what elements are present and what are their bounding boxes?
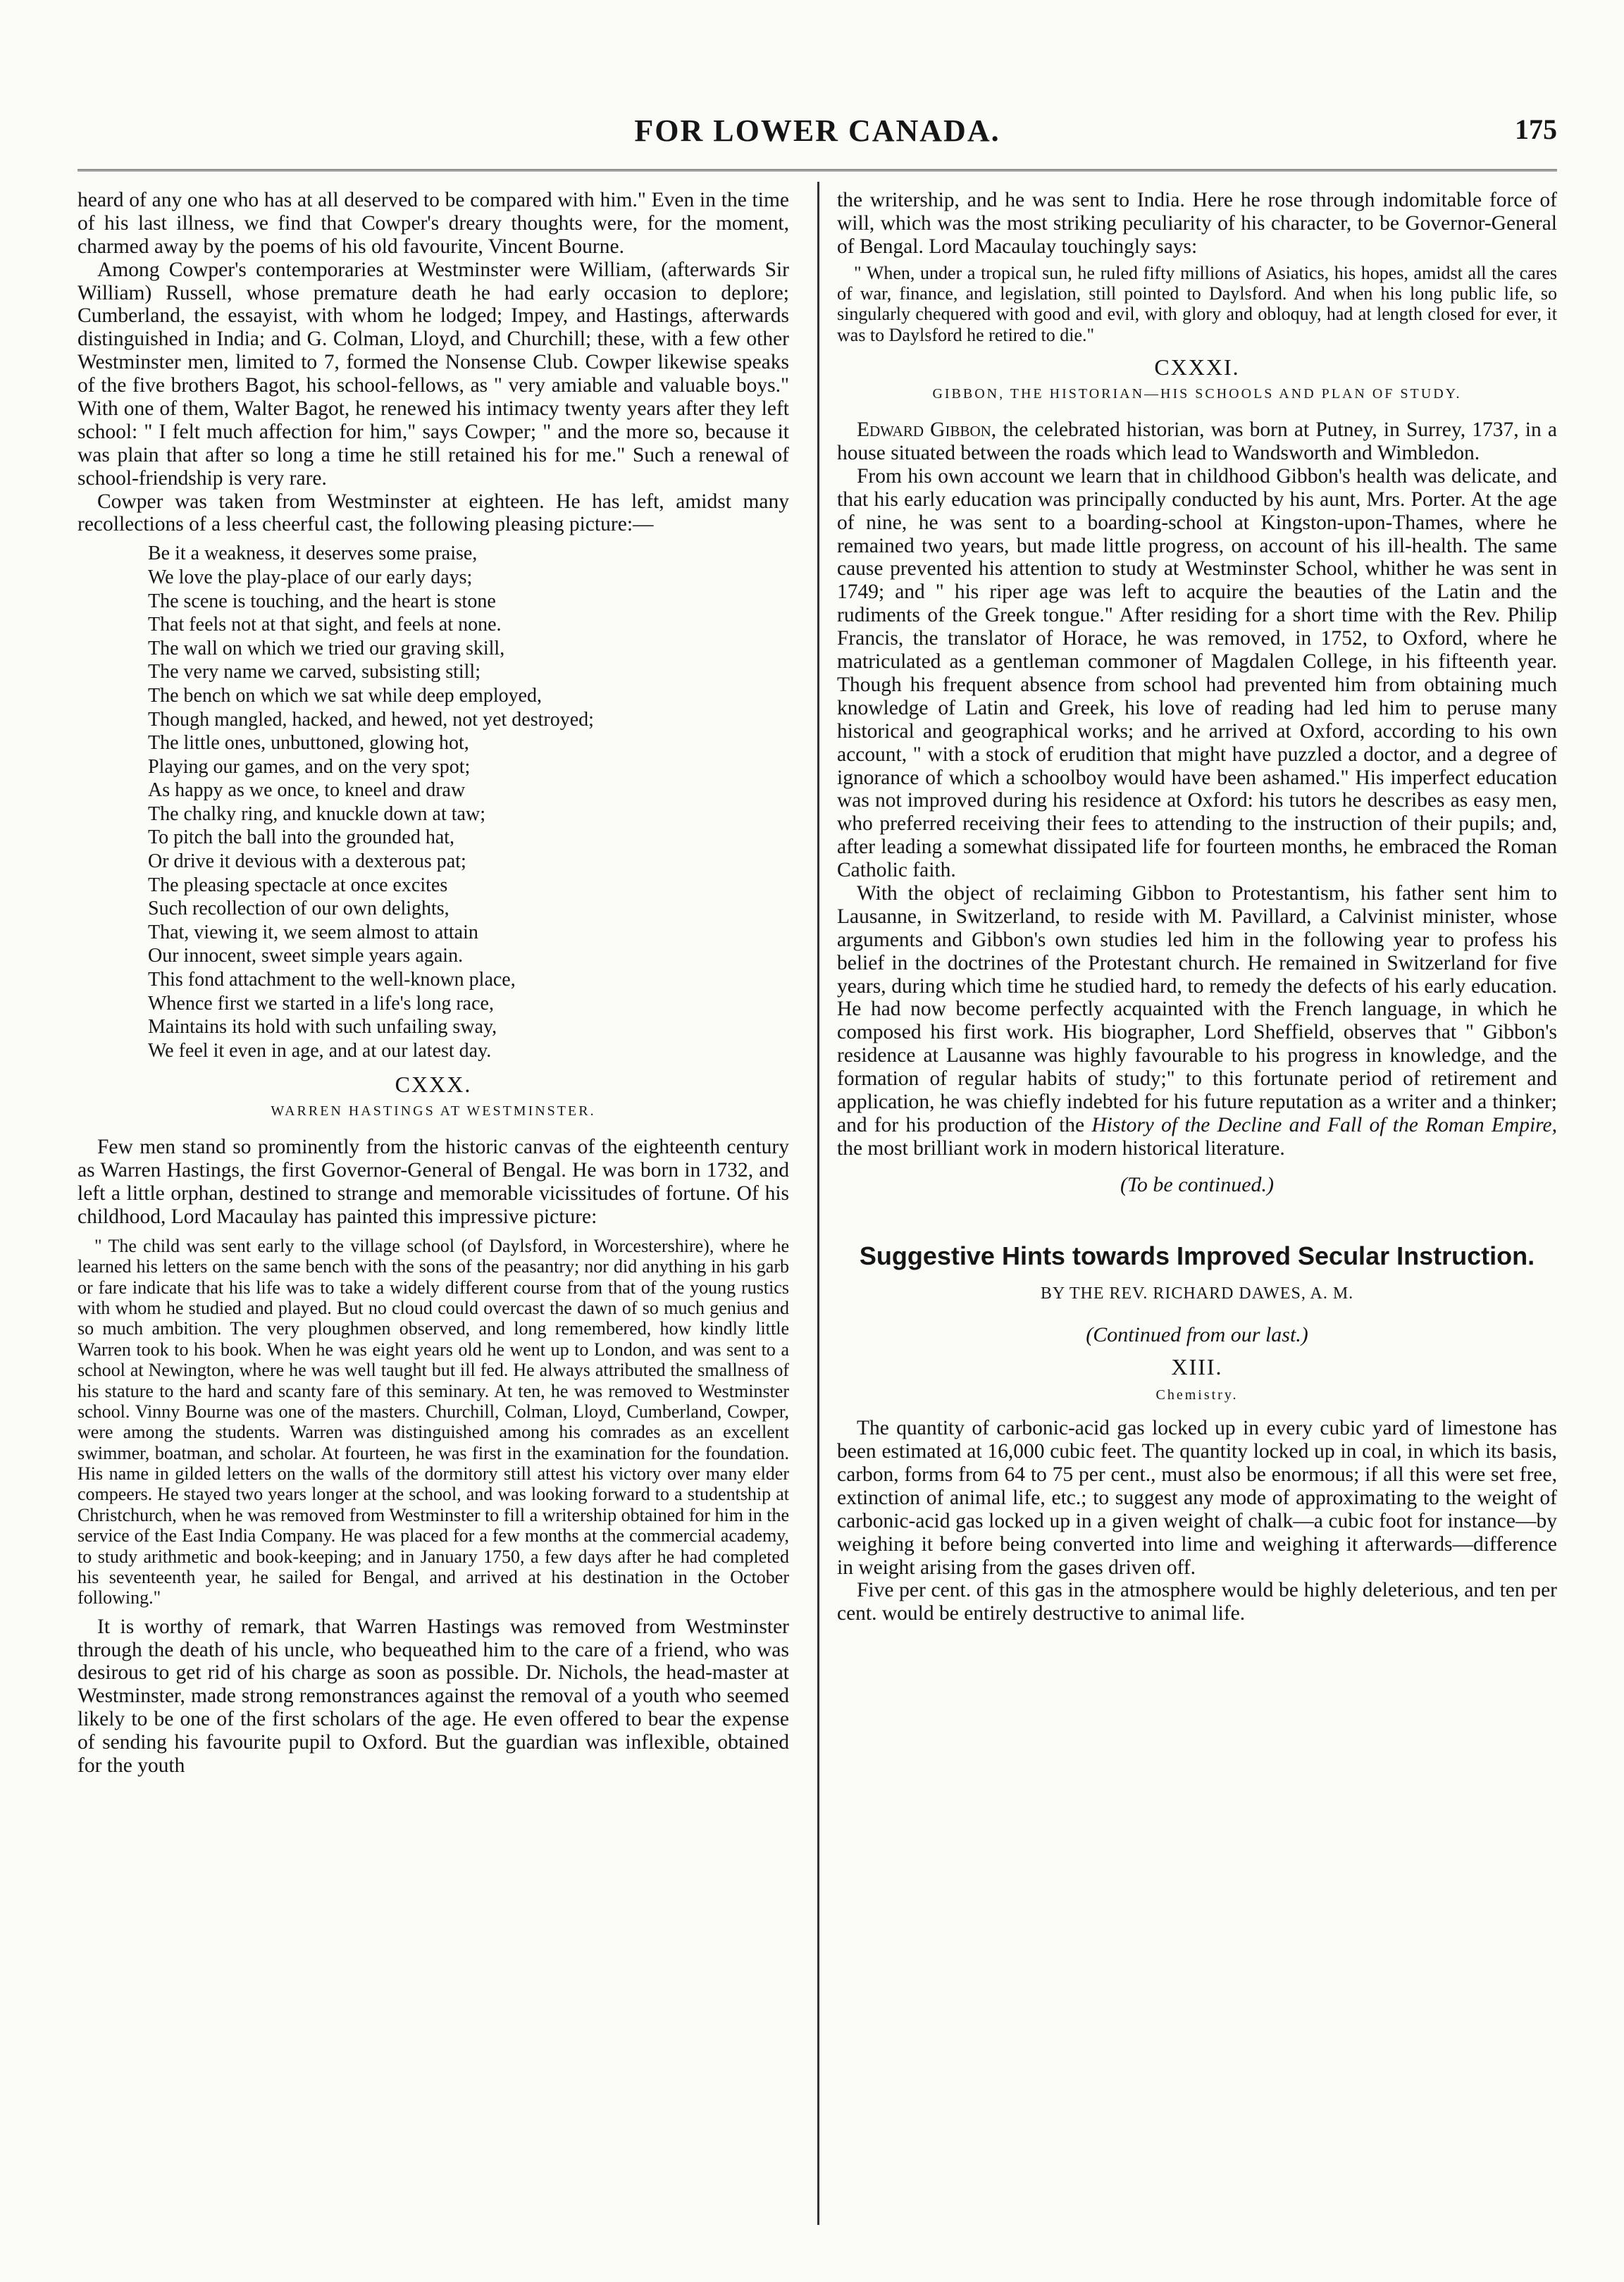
poem-line: The scene is touching, and the heart is stone (148, 590, 496, 612)
paragraph (837, 882, 1557, 1160)
poem-line: We love the play-place of our early days; (148, 566, 473, 588)
paragraph: The quantity of carbonic-acid gas locked up in every cubic yard of limestone has been estimated at 16,000 cubic feet. The quantity locked up in coal, in which its basis, carbon, forms from 64 to 75 per cent., must also be enormous; if all this were set free, extinction of animal life, etc.; to suggest any mode of approximating to the weight of carbonic-acid gas locked up in a given weight of chalk—a cubic foot for instance—by weighing it before being converted into lime and weighing it afterwards—difference in weight arising from the gases driven off. (837, 1417, 1557, 1579)
poem-line: Maintains its hold with such unfailing sway, (148, 1016, 497, 1038)
page-number: 175 (1515, 113, 1557, 145)
poem-line: The little ones, unbuttoned, glowing hot, (148, 732, 469, 755)
paragraph: Five per cent. of this gas in the atmosphere would be highly deleterious, and ten per cent. would be entirely destructive to animal life. (837, 1579, 1557, 1625)
book-title: History of the Decline and Fall of the Roman Empire, (1091, 1113, 1558, 1136)
section-title: GIBBON, THE HISTORIAN—HIS SCHOOLS AND PLAN OF STUDY. (932, 385, 1462, 402)
poem-line: The pleasing spectacle at once excites (148, 874, 448, 896)
column-divider (817, 182, 819, 2225)
poem-line: Or drive it devious with a dexterous pat; (148, 850, 466, 873)
poem-line: We feel it even in age, and at our latest day. (148, 1039, 492, 1062)
block-quote: " When, under a tropical sun, he ruled fifty millions of Asiatics, his hopes, amidst all the cares of war, finance, and legislation, still pointed to Daylsford. And when his long public life, so singularly chequered with good and evil, with glory and obloquy, had at length closed for ever, it was to Daylsford he retired to die." (837, 262, 1557, 345)
right-column (837, 189, 1557, 1625)
poem-line: As happy as we once, to kneel and draw (148, 779, 466, 802)
poem-line: This fond attachment to the well-known place, (148, 969, 516, 991)
poem-line: Though mangled, hacked, and hewed, not yet destroyed; (148, 708, 594, 731)
section-number: XIII. (1171, 1354, 1223, 1380)
poem-line: To pitch the ball into the grounded hat, (148, 826, 455, 849)
lead-name: Edward Gibbon, (857, 418, 997, 442)
continued-from: (Continued from our last.) (1086, 1322, 1308, 1346)
poem (148, 542, 789, 1062)
section-number: CXXXI. (1154, 354, 1240, 380)
section-number: CXXX. (395, 1072, 472, 1098)
poem-line: That feels not at that sight, and feels at none. (148, 614, 502, 636)
poem-line: The very name we carved, subsisting still; (148, 661, 481, 683)
paragraph: It is worthy of remark, that Warren Hastings was removed from Westminster through the death of his uncle, who bequeathed him to the care of a friend, who was desirous to get rid of his charge as soon as possible. Dr. Nichols, the head-master at Westminster, made strong remonstrances against the removal of a youth who seemed likely to be one of the first scholars of the age. He even offered to bear the expense of sending his favourite pupil to Oxford. But the guardian was inflexible, obtained for the youth (78, 1615, 789, 1778)
paragraph: heard of any one who has at all deserved to be compared with him." Even in the time of his last illness, we find that Cowper's dreary thoughts were, for the moment, charmed away by the poems of his old favourite, Vincent Bourne. (78, 189, 789, 258)
to-be-continued: (To be continued.) (1120, 1172, 1275, 1196)
left-column (78, 189, 789, 1778)
poem-line: Be it a weakness, it deserves some praise, (148, 542, 478, 565)
paragraph-text: the celebrated historian, was born at Putney, in Surrey, 1737, in a house situated between the roads which lead to Wandsworth and Wimbledon. (837, 418, 1557, 465)
paragraph (837, 418, 1557, 465)
section-title: WARREN HASTINGS AT WESTMINSTER. (271, 1103, 596, 1120)
poem-line: That, viewing it, we seem almost to attain (148, 921, 478, 943)
running-title: FOR LOWER CANADA. (634, 113, 1000, 148)
byline: BY THE REV. RICHARD DAWES, A. M. (1040, 1284, 1354, 1303)
paragraph-text: With the object of reclaiming Gibbon to Protestantism, his father sent him to Lausanne, in Switzerland, to reside with M. Pavillard, a Calvinist minister, whose arguments and Gibbon's own studies led him in the following year to profess his belief in the doctrines of the Protestant church. He remained in Switzerland for five years, during which time he studied hard, to remedy the defects of his early education. He had now become perfectly acquainted with the French language, in which he composed his first work. His biographer, Lord Sheffield, observes that " Gibbon's residence at Lausanne was highly favourable to his progress in knowledge, and the formation of regular habits of study;" to this fortunate period of retirement and application, he was chiefly indebted for his future reputation as a writer and a thinker; and for his production of the (837, 881, 1557, 1136)
paragraph: Few men stand so prominently from the historic canvas of the eighteenth century as Warren Hastings, the first Governor-General of Bengal. He was born in 1732, and left a little orphan, destined to strange and memorable vicissitudes of fortune. Of his childhood, Lord Macaulay has painted this impressive picture: (78, 1136, 789, 1229)
article-title: Suggestive Hints towards Improved Secular Instruction. (859, 1241, 1535, 1271)
paragraph: Cowper was taken from Westminster at eighteen. He has left, amidst many recollections of a less cheerful cast, the following pleasing picture:— (78, 490, 789, 536)
poem-line: Our innocent, sweet simple years again. (148, 945, 464, 967)
paragraph: the writership, and he was sent to India. Here he rose through indomitable force of will, which was the most striking peculiarity of his character, to be Governor-General of Bengal. Lord Macaulay touchingly says: (837, 189, 1557, 258)
poem-line: Such recollection of our own delights, (148, 898, 450, 920)
poem-line: The bench on which we sat while deep employed, (148, 684, 543, 707)
poem-line: The wall on which we tried our graving skill, (148, 637, 505, 659)
poem-line: Whence first we started in a life's long race, (148, 992, 494, 1015)
poem-line: Playing our games, and on the very spot; (148, 755, 471, 778)
paragraph: Among Cowper's contemporaries at Westminster were William, (afterwards Sir William) Russell, whose premature death he had early occasion to deplore; Cumberland, the essayist, with whom he lodged; Impey, and Hastings, afterwards distinguished in India; and G. Colman, Lloyd, and Churchill; these, with a few other Westminster men, limited to 7, formed the Nonsense Club. Cowper likewise speaks of the five brothers Bagot, his school-fellows, as " very amiable and valuable boys." With one of them, Walter Bagot, he renewed his intimacy twenty years after they left school: " I felt much affection for him," says Cowper; " and the more so, because it was plain that after so long a time he still retained his for me." Such a renewal of school-friendship is very rare. (78, 258, 789, 490)
paragraph-text: the most brilliant work in modern historical literature. (837, 1136, 1285, 1160)
page-header (78, 113, 1557, 162)
paragraph: From his own account we learn that in childhood Gibbon's health was delicate, and that his early education was principally conducted by his aunt, Mrs. Porter. At the age of nine, he was sent to a boarding-school at Kingston-upon-Thames, where he remained two years, but made little progress, on account of his ill-health. The same cause prevented his attention to study at Westminster School, whither he was sent in 1749; and " his riper age was left to acquire the beauties of the Latin and the rudiments of the Greek tongue." After residing for a short time with the Rev. Philip Francis, the translator of Horace, he was removed, in 1752, to Oxford, where he matriculated as a gentleman commoner of Magdalen College, in his fifteenth year. Though his frequent absence from school had prevented him from obtaining much knowledge of Latin and Greek, his love of reading had led him to peruse many historical and geographical works; and he arrived at Oxford, according to his own account, " with a stock of erudition that might have puzzled a doctor, and a degree of ignorance of which a schoolboy would have been ashamed." His imperfect education was not improved during his residence at Oxford: his tutors he describes as easy men, who preferred receiving their fees to attending to the instruction of their pupils; and, after leading a somewhat dissipated life for fourteen months, he embraced the Roman Catholic faith. (837, 464, 1557, 882)
block-quote: " The child was sent early to the village school (of Daylsford, in Worcestershire), where he learned his letters on the same bench with the sons of the peasantry; nor did anything in his garb or fare indicate that his life was to take a widely different course from that of the young rustics with whom he studied and played. But no cloud could overcast the dawn of so much genius and so much ambition. The very ploughmen observed, and long remembered, how kindly little Warren took to his book. When he was eight years old he went up to London, and was sent to a school at Newington, where he was well taught but ill fed. He always attributed the smallness of his stature to the hard and scanty fare of this seminary. At ten, he was removed to Westminster school. Vinny Bourne was one of the masters. Churchill, Colman, Lloyd, Cumberland, Cowper, were among the students. Warren was distinguished among his comrades as an excellent swimmer, boatman, and scholar. At fourteen, he was first in the examination for the foundation. His name in gilded letters on the walls of the dormitory still attest his victory over many elder compeers. He stayed two years longer at the school, and was looking forward to a studentship at Christchurch, when he was removed from Westminster to fill a writership obtained for him in the service of the East India Company. He was placed for a few months at the commercial academy, to study arithmetic and book-keeping; and in January 1750, a few days after he had completed his seventeenth year, he sailed for Bengal, and arrived at his destination in the October following." (78, 1235, 789, 1608)
section-title: Chemistry. (1155, 1387, 1239, 1403)
header-rule (78, 169, 1557, 171)
poem-line: The chalky ring, and knuckle down at taw; (148, 802, 485, 825)
